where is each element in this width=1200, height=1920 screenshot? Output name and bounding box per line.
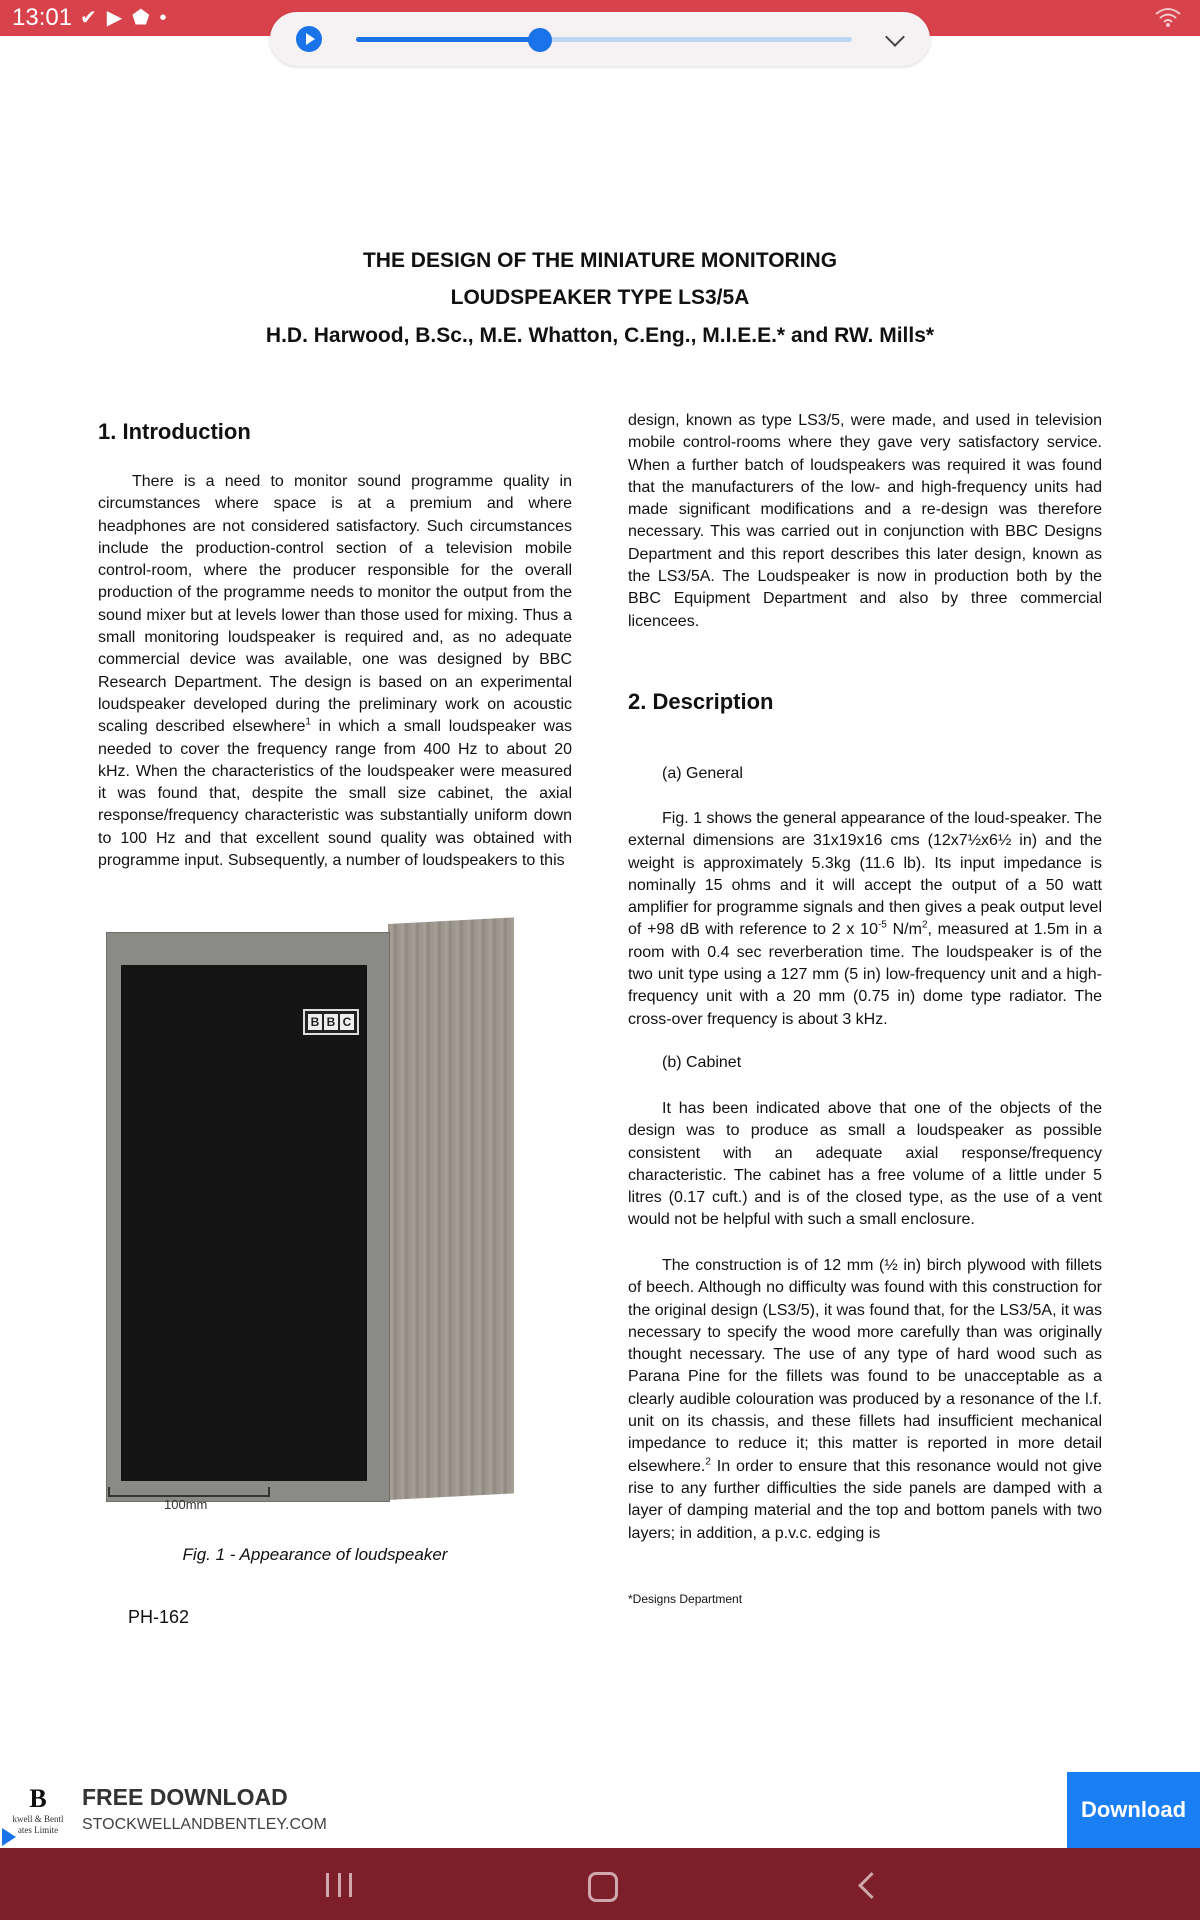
ad-banner[interactable] <box>0 1772 1200 1848</box>
intro-ref-1: 1 <box>305 716 311 728</box>
bbc-logo-letter: C <box>340 1014 354 1030</box>
introduction-continued: design, known as type LS3/5, were made, and used in television mobile control-rooms where they gave very satisfactory service. When a further batch of loudspeakers was required it was found that the manufacturers of the low- and high-frequency units had made significant modifications and a re-design was therefore necessary. This was carried out in conjunction with BBC Designs Department and this report describes this later design, known as the LS3/5A. The Loudspeaker is now in production both by the BBC Equipment Department and also by three commercial licencees. <box>628 412 1102 630</box>
shopping-bag-icon: ⬟ <box>132 7 150 29</box>
bbc-logo-letter: B <box>324 1014 338 1030</box>
bbc-logo-letter: B <box>308 1014 322 1030</box>
subheading-general: (a) General <box>662 765 743 782</box>
ad-logo-text-2: ates Limite <box>17 1825 59 1835</box>
general-text-b: N/m <box>886 921 922 939</box>
status-time: 13:01 <box>12 4 73 31</box>
subheading-cabinet: (b) Cabinet <box>662 1054 742 1071</box>
status-notification-icons <box>80 6 167 30</box>
cabinet-paragraph-1: It has been indicated above that one of the objects of the design was to produce as small a loudspeaker as possible consistent with an adequate axial response/frequency characteristic. The cabinet has a free volume of a little under 5 litres (0.17 cuft.) and is of the closed type, as the use of a vent would not be helpful with such a small enclosure. <box>628 1100 1102 1229</box>
ad-logo-text-1: kwell & Bentl <box>12 1814 64 1824</box>
cabinet-text-a: The construction is of 12 mm (½ in) birch plywood with fillets of beech. Although no difficulty was found with this construction for the original design (LS3/5), it was found that, for the LS3/5A, it was necessary to specify the wood more carefully than was originally thought necessary. The use of any type of hard wood such as Parana Pine for the fillets was found to be unacceptable as a clearly audible colouration was produced by a resonance of the l.f. unit on its chassis, and these fillets had insufficient mechanical impedance to reduce it; this matter is reported in more detail elsewhere. <box>628 1257 1102 1475</box>
document-authors: H.D. Harwood, B.Sc., M.E. Whatton, C.Eng., M.I.E.E.* and RW. Mills* <box>265 324 935 347</box>
youtube-icon: ▶ <box>106 7 123 29</box>
media-player-bar <box>270 12 930 66</box>
general-text-a: Fig. 1 shows the general appearance of the loud-speaker. The external dimensions are 31x19x16 cms (12x7½x6½ in) and the weight is approximately 5.3kg (11.6 lb). Its input impedance is nominally 15 ohms and it will accept the output of a 50 watt amplifier for programme signals and then gives a peak output level of +98 dB with reference to 2 x 10 <box>628 810 1102 939</box>
general-square: 2 <box>921 920 928 932</box>
cabinet-side-panel <box>388 917 514 1500</box>
intro-text-b: in which a small loudspeaker was needed to cover the frequency range from 400 Hz to about 20 kHz. When the characteristics of the loudspeaker were measured it was found that, despite the small size cabinet, the axial response/frequency characteristic was substantially uniform down to 100 Hz and that excellent sound quality was obtained with programme input. Subsequently, a number of loudspeakers to this <box>98 718 573 870</box>
recents-icon[interactable] <box>326 1873 352 1897</box>
document-title-line2: LOUDSPEAKER TYPE LS3/5A <box>450 286 750 309</box>
chevron-down-icon[interactable] <box>885 27 905 47</box>
general-paragraph <box>628 808 1102 1031</box>
intro-text-a: There is a need to monitor sound programme quality in circumstances where space is at a premium and where headphones are not considered satisfactory. Such circumstances include the production-control section of a television mobile control-room, where the producer responsible for the overall production of the programme needs to monitor the output from the sound mixer but at levels lower than those used for mixing. Thus a small monitoring loudspeaker is required and, as no adequate commercial device was available, one was designed by BBC Research Department. The design is based on an experimental loudspeaker developed during the preliminary work on acoustic scaling described elsewhere <box>98 473 572 736</box>
document-title-line1: THE DESIGN OF THE MINIATURE MONITORING <box>362 249 838 272</box>
bbc-logo <box>303 1009 359 1035</box>
seek-slider-fill <box>356 37 540 42</box>
scale-label: 100mm <box>164 1497 208 1512</box>
ad-logo-letter: B <box>29 1784 47 1813</box>
section-heading-introduction: 1. Introduction <box>98 419 251 444</box>
cabinet-text-b: In order to ensure that this resonance would not give rise to any further difficulties the side panels are damped with a layer of damping material and the top and bottom panels with two layers; in addition, a p.v.c. edging is <box>628 1457 1102 1542</box>
play-icon[interactable] <box>296 26 322 52</box>
cabinet-grille <box>121 965 367 1481</box>
wifi-icon <box>1154 6 1182 28</box>
cabinet-front <box>106 932 390 1502</box>
check-icon: ✔ <box>80 7 97 29</box>
ad-title: FREE DOWNLOAD <box>82 1784 288 1810</box>
cabinet-ref-2: 2 <box>705 1456 711 1468</box>
figure-caption: Fig. 1 - Appearance of loudspeaker <box>182 1545 448 1564</box>
loudspeaker-figure <box>98 910 528 1510</box>
section-heading-description: 2. Description <box>628 689 774 714</box>
ad-download-button[interactable]: Download <box>1067 1772 1200 1848</box>
dot-icon: • <box>159 7 167 29</box>
general-exponent: -5 <box>877 920 887 932</box>
general-text-c: , measured at 1.5m in a room with 0.4 sec reverberation time. The loudspeaker is of the two unit type using a 127 mm (5 in) low-frequency unit and a high-frequency unit with a 20 mm (0.75 in) dome type radiator. The cross-over frequency is about 3 kHz. <box>628 921 1102 1028</box>
home-icon[interactable] <box>588 1872 618 1902</box>
navigation-bar <box>0 1848 1200 1920</box>
cabinet-paragraph-2 <box>628 1255 1102 1545</box>
introduction-paragraph <box>98 471 572 872</box>
seek-slider-thumb[interactable] <box>528 28 552 52</box>
scale-bar <box>108 1487 270 1497</box>
page-code: PH-162 <box>128 1607 190 1627</box>
back-icon[interactable] <box>858 1872 885 1899</box>
ad-url: STOCKWELLANDBENTLEY.COM <box>82 1816 327 1833</box>
footnote: *Designs Department <box>628 1592 743 1606</box>
ad-choices-icon[interactable] <box>2 1828 16 1846</box>
seek-slider[interactable] <box>356 37 852 42</box>
